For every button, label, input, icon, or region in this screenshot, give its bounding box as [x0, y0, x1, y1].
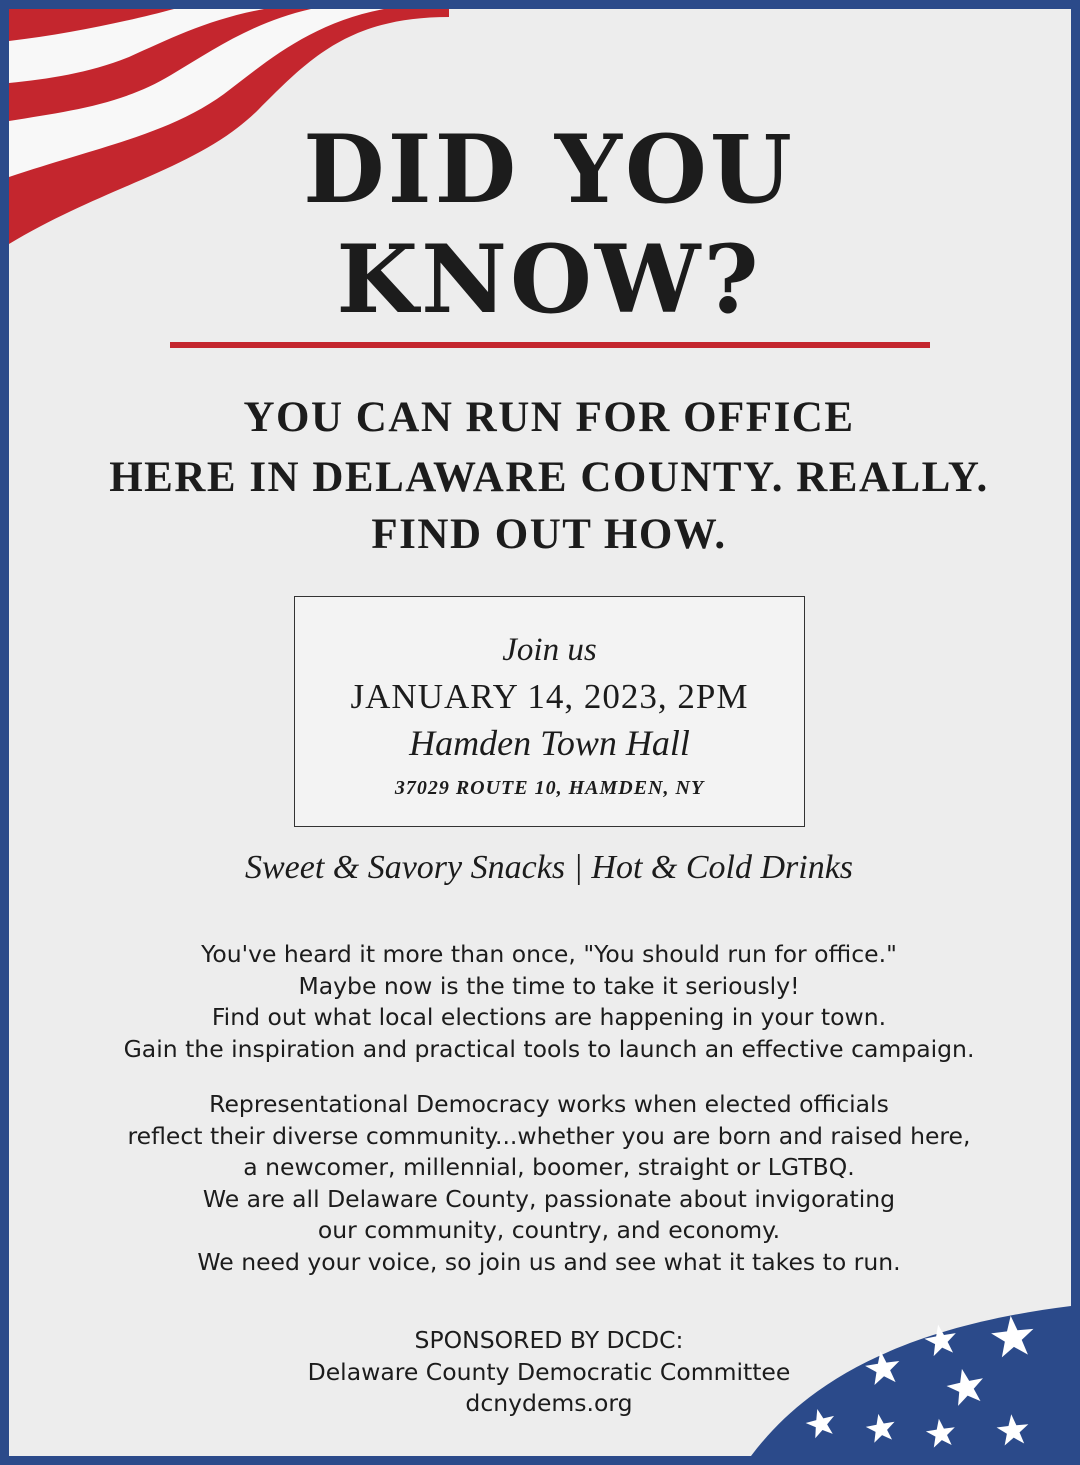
- sponsor-block: [9, 1325, 1080, 1420]
- paragraph-line: reflect their diverse community...whether you are born and raised here,: [127, 1121, 971, 1150]
- paragraph-line: Gain the inspiration and practical tools to launch an effective campaign.: [123, 1034, 975, 1063]
- subheadline-line-1: YOU CAN RUN FOR OFFICE: [243, 394, 855, 441]
- paragraph-line: Representational Democracy works when elected officials: [209, 1090, 889, 1118]
- headline-line-2: KNOW?: [336, 225, 762, 335]
- paragraph-line: You've heard it more than once, "You should run for office.": [201, 940, 897, 968]
- sponsor-website[interactable]: dcnydems.org: [465, 1389, 633, 1417]
- sponsor-name: Delaware County Democratic Committee: [307, 1357, 791, 1386]
- event-venue: Hamden Town Hall: [409, 723, 690, 763]
- paragraph-line: a newcomer, millennial, boomer, straight or LGTBQ.: [243, 1153, 855, 1181]
- intro-paragraph: [9, 939, 1080, 1065]
- democracy-paragraph: [9, 1089, 1080, 1278]
- event-invite: Join us: [502, 632, 597, 668]
- paragraph-line: Maybe now is the time to take it seriously!: [298, 971, 800, 1000]
- event-details-box: [294, 596, 805, 827]
- sponsor-label: SPONSORED BY DCDC:: [414, 1326, 684, 1354]
- headline-line-1: DID YOU: [303, 115, 795, 225]
- subheadline-line-3: FIND OUT HOW.: [371, 511, 727, 558]
- paragraph-line: We need your voice, so join us and see what it takes to run.: [197, 1247, 901, 1276]
- paragraph-line: We are all Delaware County, passionate about invigorating: [202, 1184, 896, 1213]
- paragraph-line: Find out what local elections are happening in your town.: [211, 1003, 887, 1031]
- paragraph-line: our community, country, and economy.: [317, 1216, 781, 1244]
- subheadline-line-2: HERE IN DELAWARE COUNTY. REALLY.: [109, 454, 989, 501]
- refreshments-line: Sweet & Savory Snacks | Hot & Cold Drinks: [244, 849, 854, 886]
- event-address: 37029 ROUTE 10, HAMDEN, NY: [394, 777, 705, 799]
- event-date-time: JANUARY 14, 2023, 2PM: [350, 677, 749, 716]
- red-divider: [170, 342, 930, 348]
